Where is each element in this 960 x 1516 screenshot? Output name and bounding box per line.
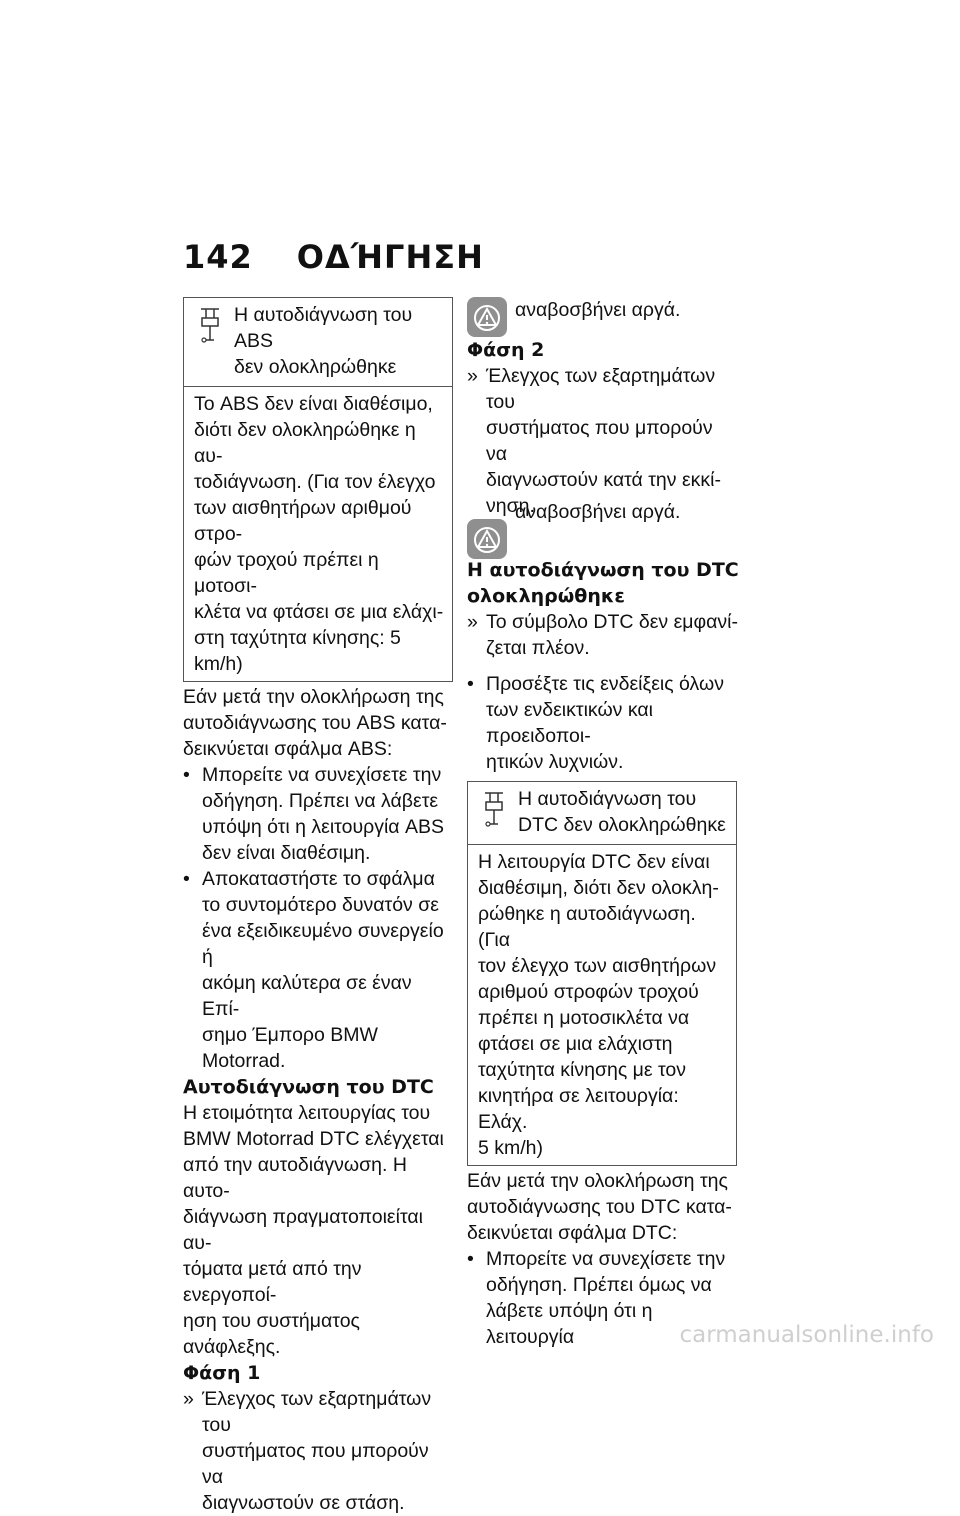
text-line: Αποκαταστήστε το σφάλμα <box>202 868 435 890</box>
text-line: Έλεγχος των εξαρτημάτων του <box>486 365 716 413</box>
text-line: αναβοσβήνει αργά. <box>515 299 681 321</box>
text-line: συστήματος που μπορούν να <box>202 1440 429 1488</box>
self-diagnosis-icon <box>198 306 222 351</box>
bullet-marker: • <box>467 1248 474 1270</box>
abs-note-body <box>184 387 452 681</box>
text-line: αριθμού στροφών τροχού <box>478 981 699 1003</box>
text-line: υπόψη ότι η λειτουργία ABS <box>202 816 445 838</box>
text-line: τοδιάγνωση. (Για τον έλεγχο <box>194 471 436 493</box>
text-line: διαθέσιμη, διότι δεν ολοκλη- <box>478 877 719 899</box>
step-marker: » <box>467 611 478 633</box>
page-title: ΟΔΉΓΗΣΗ <box>296 238 484 276</box>
dtc-fault-paragraph <box>467 1168 739 1246</box>
text-line: Εάν μετά την ολοκλήρωση της <box>467 1170 728 1192</box>
text-line: ρώθηκε η αυτοδιάγνωση. (Για <box>478 903 696 951</box>
text-line: οδήγηση. Πρέπει όμως να <box>486 1274 712 1296</box>
warning-light-icon <box>467 519 507 559</box>
text-line: αυτοδιάγνωσης του ABS κατα- <box>183 712 447 734</box>
step-marker: » <box>183 1388 194 1410</box>
text-line: λάβετε υπόψη ότι η λειτουργία <box>486 1300 653 1348</box>
page-number: 142 <box>183 238 253 276</box>
step-item <box>183 1386 451 1516</box>
warning-light-line <box>467 297 739 337</box>
text-line: δεικνύεται σφάλμα DTC: <box>467 1222 678 1244</box>
text-line: Εάν μετά την ολοκλήρωση της <box>183 686 444 708</box>
text-line: Η ετοιμότητα λειτουργίας του <box>183 1102 431 1124</box>
heading-line: Η αυτοδιάγνωση του DTC <box>467 559 739 581</box>
text-line: κινητήρα σε λειτουργία: Ελάχ. <box>478 1085 679 1133</box>
dtc-note-box <box>467 781 737 1166</box>
section-heading <box>467 557 739 609</box>
text-line: Το ABS δεν είναι διαθέσιμο, <box>194 393 433 415</box>
section-heading: Αυτοδιάγνωση του DTC <box>183 1076 434 1098</box>
text-line: Η λειτουργία DTC δεν είναι <box>478 851 710 873</box>
self-diagnosis-icon <box>482 790 506 835</box>
abs-note-box <box>183 297 453 682</box>
warning-light-line <box>467 499 739 539</box>
left-column <box>183 297 451 1516</box>
text-line: ηση του συστήματος ανάφλεξης. <box>183 1310 360 1358</box>
text-line: τόματα μετά από την ενεργοποί- <box>183 1258 362 1306</box>
text-line: σημο Έμπορο BMW Motorrad. <box>202 1024 378 1072</box>
text-line: δεικνύεται σφάλμα ABS: <box>183 738 393 760</box>
text-line: κλέτα να φτάσει σε μια ελάχι- <box>194 601 444 623</box>
step-item <box>467 609 739 661</box>
text-line: 5 km/h) <box>478 1137 544 1159</box>
list-item <box>183 762 451 866</box>
section-heading: Φάση 1 <box>183 1362 261 1384</box>
list-item <box>183 866 451 1074</box>
text-line: ένα εξειδικευμένο συνεργείο ή <box>202 920 444 968</box>
text-line: BMW Motorrad DTC ελέγχεται <box>183 1128 444 1150</box>
text-line: δεν είναι διαθέσιμη. <box>202 842 371 864</box>
text-line: διότι δεν ολοκληρώθηκε η αυ- <box>194 419 416 467</box>
heading-line: ολοκληρώθηκε <box>467 585 625 607</box>
text-line: Έλεγχος των εξαρτημάτων του <box>202 1388 432 1436</box>
text-line: διαγνωστούν κατά την εκκί- <box>486 469 721 491</box>
warning-light-icon <box>467 297 507 337</box>
dtc-note-header <box>468 782 736 845</box>
text-line: συστήματος που μπορούν να <box>486 417 713 465</box>
text-line: διαγνωστούν σε στάση. <box>202 1492 405 1514</box>
dtc-note-body <box>468 845 736 1165</box>
dtc-intro-paragraph <box>183 1100 451 1360</box>
text-line: Μπορείτε να συνεχίσετε την <box>202 764 442 786</box>
step-marker: » <box>467 365 478 387</box>
list-item <box>467 671 739 775</box>
text-line: διάγνωση πραγματοποιείται αυ- <box>183 1206 423 1254</box>
section-heading: Φάση 2 <box>467 339 545 361</box>
abs-note-title: δεν ολοκληρώθηκε <box>234 356 397 378</box>
abs-note-title: Η αυτοδιάγνωση του ABS <box>234 304 413 352</box>
text-line: ητικών λυχνιών. <box>486 751 624 773</box>
dtc-note-title: Η αυτοδιάγνωση του <box>518 788 697 810</box>
text-line: Μπορείτε να συνεχίσετε την <box>486 1248 726 1270</box>
text-line: των ενδεικτικών και προειδοποι- <box>486 699 653 747</box>
text-line: αυτοδιάγνωσης του DTC κατα- <box>467 1196 732 1218</box>
text-line: ταχύτητα κίνησης με τον <box>478 1059 687 1081</box>
bullet-marker: • <box>183 764 190 786</box>
text-line: των αισθητήρων αριθμού στρο- <box>194 497 412 545</box>
abs-fault-paragraph <box>183 684 451 762</box>
abs-note-header <box>184 298 452 387</box>
bullet-marker: • <box>467 673 474 695</box>
text-line: φτάσει σε μια ελάχιστη <box>478 1033 673 1055</box>
text-line: το συντομότερο δυνατόν σε <box>202 894 439 916</box>
text-line: οδήγηση. Πρέπει να λάβετε <box>202 790 439 812</box>
bullet-marker: • <box>183 868 190 890</box>
dtc-note-title: DTC δεν ολοκληρώθηκε <box>518 814 726 836</box>
watermark[interactable]: carmanualsonline.info <box>679 1322 934 1348</box>
text-line: στη ταχύτητα κίνησης: 5 km/h) <box>194 627 401 675</box>
text-line: από την αυτοδιάγνωση. Η αυτο- <box>183 1154 407 1202</box>
step-item <box>467 363 739 519</box>
text-line: φών τροχού πρέπει η μοτοσι- <box>194 549 379 597</box>
text-line: νηση. <box>486 495 535 517</box>
text-line: ακόμη καλύτερα σε έναν Επί- <box>202 972 412 1020</box>
text-line: αναβοσβήνει αργά. <box>515 501 681 523</box>
text-line: Προσέξτε τις ενδείξεις όλων <box>486 673 724 695</box>
right-column <box>467 297 739 1350</box>
text-line: πρέπει η μοτοσικλέτα να <box>478 1007 690 1029</box>
text-line: τον έλεγχο των αισθητήρων <box>478 955 717 977</box>
page-header <box>183 238 484 276</box>
text-line: Το σύμβολο DTC δεν εμφανί- <box>486 611 739 633</box>
text-line: ζεται πλέον. <box>486 637 590 659</box>
